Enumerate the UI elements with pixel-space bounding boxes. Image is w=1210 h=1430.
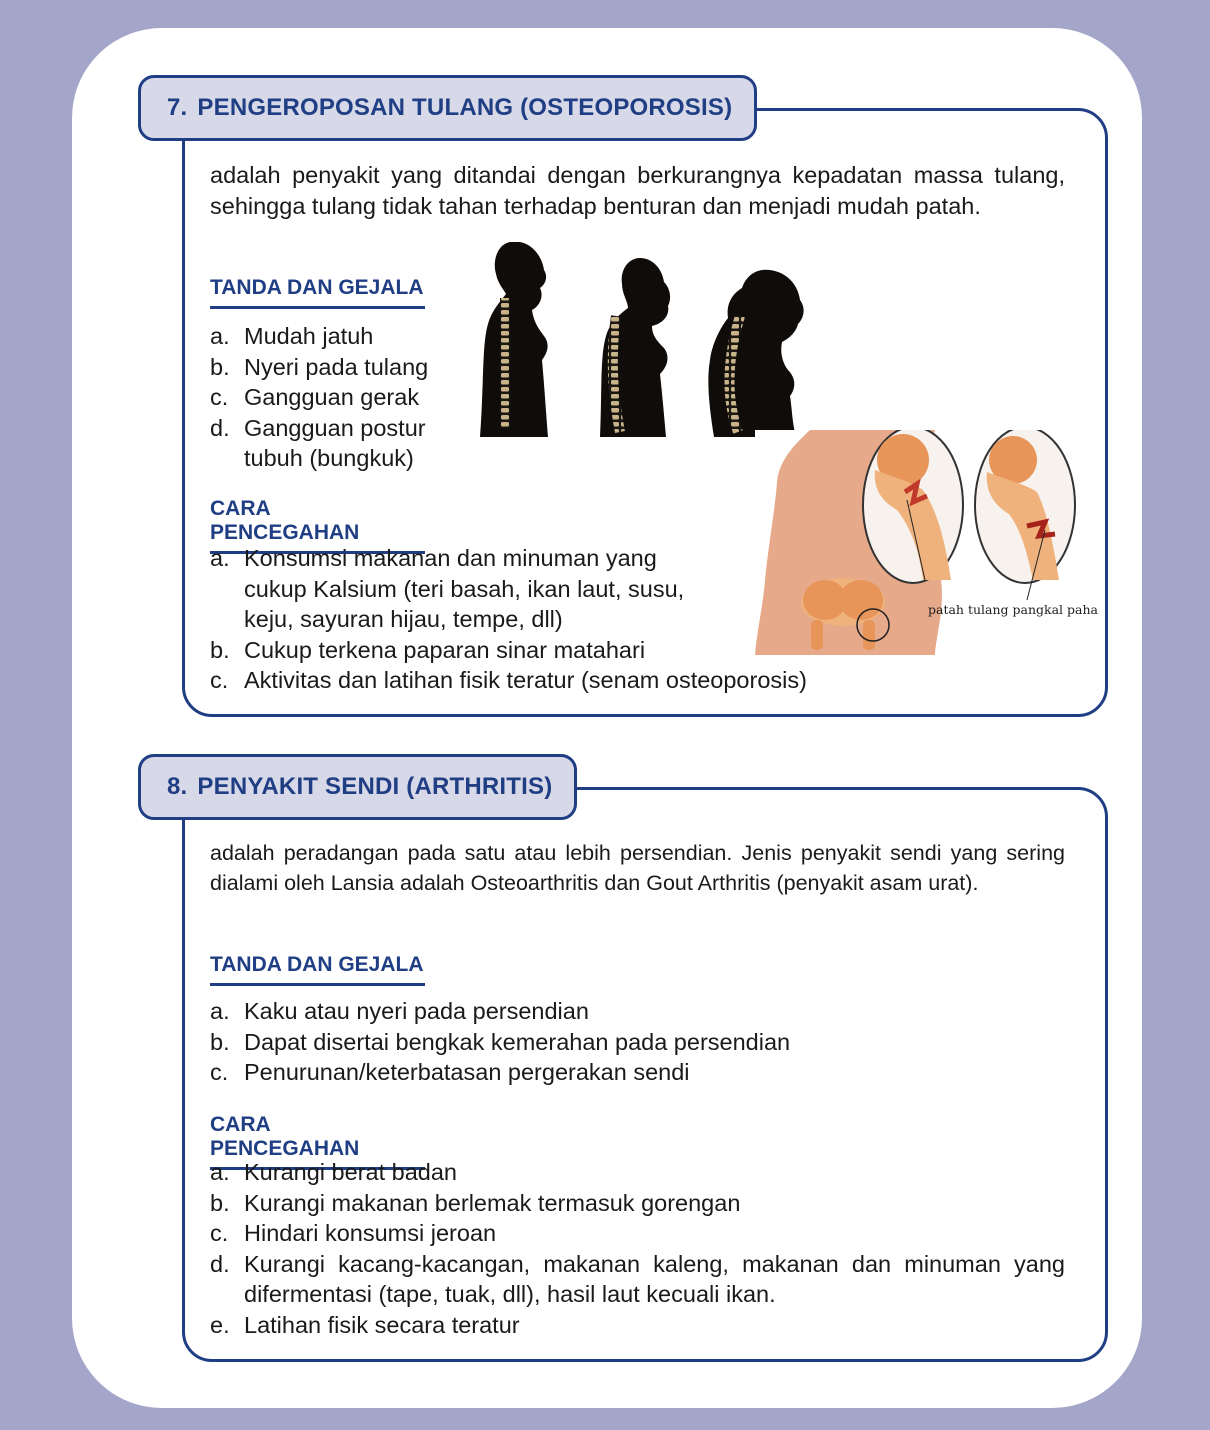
list-item-line: Konsumsi makanan dan minuman yang [244,545,657,571]
prevention-list [210,1157,1065,1340]
list-item-text [244,1157,1065,1188]
list-marker: b. [210,1189,230,1216]
list-item-text [244,1188,1065,1219]
symptoms-list [210,321,470,474]
list-item-line: Kurangi kacang-kacangan, makanan kaleng, makanan dan minuman yang difermentasi (tape, tuak, dll), hasil laut kecuali ikan. [244,1250,1065,1307]
list-item-line: Hindari konsumsi jeroan [244,1220,497,1246]
list-item-text [244,1249,1065,1310]
list-item-text [244,665,1090,696]
list-marker: c. [210,1220,229,1246]
list-marker: a. [210,1159,230,1185]
list-item-line: Cukup terkena paparan sinar matahari [244,636,646,663]
symptoms-heading: TANDA DAN GEJALA [210,953,425,986]
section-number: 7. [167,94,188,121]
list-item [210,1249,1065,1310]
list-item-text [244,1057,1065,1088]
list-item [210,352,470,383]
list-marker: a. [210,323,230,349]
fracture-zoom-left-icon [863,430,963,583]
list-item-text [244,352,470,383]
figure-caption: patah tulang pangkal paha [928,602,1098,617]
list-item-line: Gangguan gerak [244,384,420,410]
list-marker: d. [210,414,230,441]
list-item [210,321,470,352]
list-marker: c. [210,667,229,693]
title-rule [728,108,1068,111]
list-item-line: tubuh (bungkuk) [244,445,414,471]
list-item-text [244,382,470,413]
hip-fracture-illustration [755,430,1095,655]
list-item-line: Aktivitas dan latihan fisik teratur (senam osteoporosis) [244,667,807,693]
list-item [210,1310,1065,1341]
list-marker: c. [210,1059,229,1085]
symptoms-list [210,996,1065,1088]
list-item [210,665,1090,696]
list-item-line: Kurangi makanan berlemak termasuk gorengan [244,1189,741,1216]
list-marker: b. [210,1028,230,1055]
slight-stoop-figure-icon [600,258,670,437]
list-item [210,1057,1065,1088]
list-marker: b. [210,636,230,663]
section-title-arthritis [138,754,577,820]
list-item [210,382,470,413]
list-marker: d. [210,1250,230,1277]
upright-figure-icon [480,242,548,437]
list-item-line: cukup Kalsium (teri basah, ikan laut, susu, [244,575,685,602]
list-item-text [244,996,1065,1027]
list-item-line: Mudah jatuh [244,323,374,349]
prevention-heading: CARA PENCEGAHAN [210,497,425,554]
list-item-line: Kurangi berat badan [244,1159,457,1185]
list-item-text [244,1027,1065,1058]
symptoms-heading: TANDA DAN GEJALA [210,276,425,309]
list-marker: e. [210,1311,230,1338]
list-item [210,413,470,474]
description-osteoporosis: adalah penyakit yang ditandai dengan berkurangnya kepadatan massa tulang, sehingga tulang tidak tahan terhadap benturan dan menjadi mudah patah. [210,162,1065,219]
list-item-line: keju, sayuran hijau, tempe, dll) [244,606,563,632]
section-title-osteoporosis [138,75,757,141]
list-item-line: Kaku atau nyeri pada persendian [244,998,589,1024]
list-marker: a. [210,998,230,1024]
list-item-line: Nyeri pada tulang [244,353,429,380]
posture-silhouettes-illustration [470,232,820,442]
prevention-heading: CARA PENCEGAHAN [210,1113,425,1170]
title-rule [556,787,1068,790]
fracture-zoom-right-icon [975,430,1075,583]
list-item-line: Penurunan/keterbatasan pergerakan sendi [244,1059,690,1085]
list-item [210,1218,1065,1249]
list-item [210,1157,1065,1188]
list-item-line: Latihan fisik secara teratur [244,1311,520,1338]
description-arthritis: adalah peradangan pada satu atau lebih persendian. Jenis penyakit sendi yang sering dialami oleh Lansia adalah Osteoarthritis dan Gout Arthritis (penyakit asam urat). [210,841,1065,895]
list-item-line: Dapat disertai bengkak kemerahan pada persendian [244,1028,791,1055]
list-marker: c. [210,384,229,410]
hunched-figure-icon [708,270,803,437]
list-item-text [244,413,470,474]
section-title: PENYAKIT SENDI (ARTHRITIS) [197,773,553,800]
list-item-line: Gangguan postur [244,414,426,441]
list-marker: b. [210,353,230,380]
list-item-text [244,1218,1065,1249]
section-number: 8. [167,773,188,800]
list-item-text [244,321,470,352]
list-marker: a. [210,545,230,571]
list-item [210,1027,1065,1058]
list-item [210,996,1065,1027]
list-item [210,1188,1065,1219]
section-title: PENGEROPOSAN TULANG (OSTEOPOROSIS) [197,94,733,121]
list-item-text [244,1310,1065,1341]
